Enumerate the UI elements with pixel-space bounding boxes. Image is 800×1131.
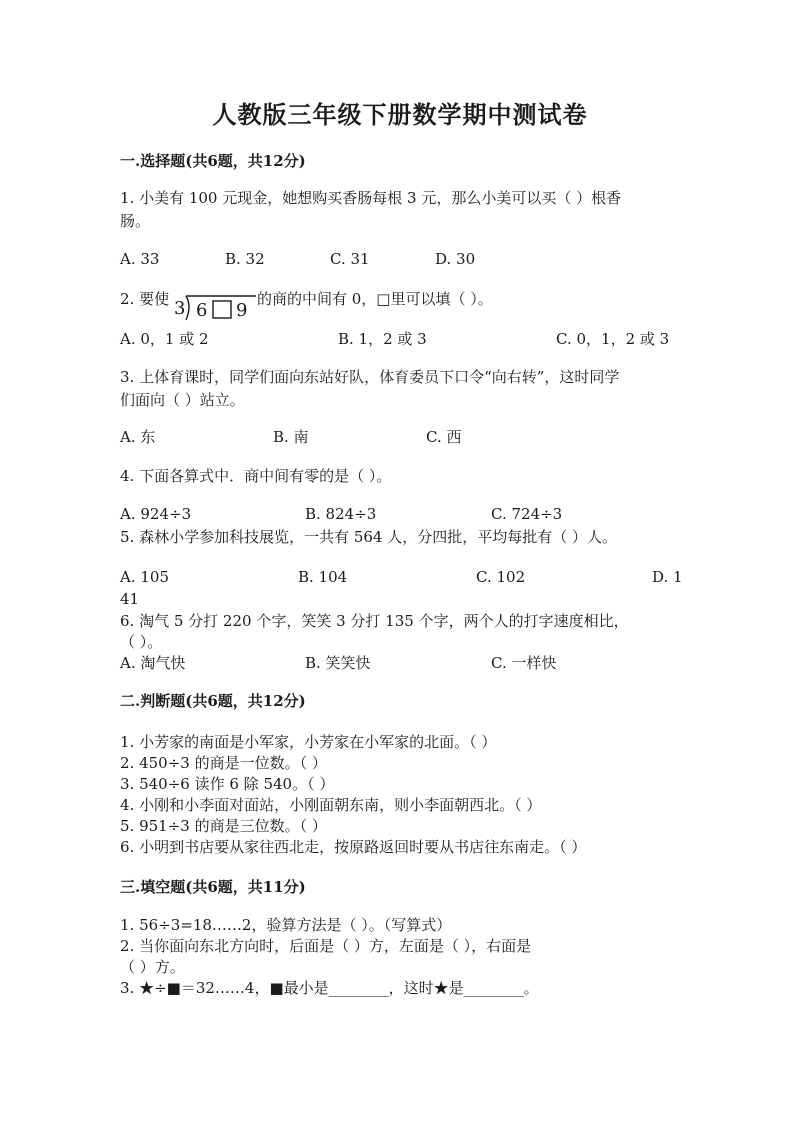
- question-3-line-2: 们面向（ ）站立。: [120, 391, 245, 409]
- fill-item-2-line-1: 2. 当你面向东北方向时，后面是（ ）方，左面是（ ），右面是: [120, 937, 532, 955]
- section-heading-choice: 一.选择题(共6题，共12分): [120, 152, 306, 170]
- q2-option-b: B. 1，2 或 3: [338, 330, 427, 348]
- question-3-line-1: 3. 上体育课时，同学们面向东站好队，体育委员下口令“向右转”，这时同学: [120, 368, 620, 386]
- blank-box: [213, 301, 231, 318]
- q6-option-a: A. 淘气快: [120, 654, 186, 672]
- question-1-line-1: 1. 小美有 100 元现金，她想购买香肠每根 3 元，那么小美可以买（ ）根香: [120, 189, 622, 207]
- section-heading-fill: 三.填空题(共6题，共11分): [120, 878, 306, 896]
- question-6-line-1: 6. 淘气 5 分打 220 个字，笑笑 3 分打 135 个字，两个人的打字速度相比，: [120, 612, 629, 630]
- question-2-suffix: 的商的中间有 0，□里可以填（ ）。: [257, 290, 493, 308]
- q5-option-d: D. 1: [652, 568, 683, 586]
- question-6-line-2: （ ）。: [120, 633, 163, 651]
- divisor-digit: 3: [174, 298, 186, 319]
- q1-option-b: B. 32: [225, 250, 265, 268]
- q6-option-b: B. 笑笑快: [305, 654, 371, 672]
- dividend-digit-3: 9: [236, 300, 248, 321]
- question-2-prefix: 2. 要使: [120, 290, 170, 308]
- q3-option-b: B. 南: [273, 428, 309, 446]
- section-heading-judge: 二.判断题(共6题，共12分): [120, 692, 306, 710]
- dividend-digit-1: 6: [196, 300, 208, 321]
- question-4-line-1: 4. 下面各算式中．商中间有零的是（ ）。: [120, 467, 392, 485]
- judge-item-6: 6. 小明到书店要从家往西北走，按原路返回时要从书店往东南走。（ ）: [120, 838, 587, 856]
- question-1-line-2: 肠。: [120, 212, 151, 230]
- q3-option-a: A. 东: [120, 428, 156, 446]
- judge-item-1: 1. 小芳家的南面是小军家，小芳家在小军家的北面。（ ）: [120, 733, 497, 751]
- long-division-figure: [172, 292, 256, 322]
- division-bracket: [186, 296, 189, 320]
- q4-option-b: B. 824÷3: [305, 505, 377, 523]
- fill-item-2-line-2: （ ）方。: [120, 958, 185, 976]
- q6-option-c: C. 一样快: [491, 654, 557, 672]
- q1-option-d: D. 30: [435, 250, 476, 268]
- question-5-line-1: 5. 森林小学参加科技展览，一共有 564 人，分四批，平均每批有（ ）人。: [120, 528, 618, 546]
- judge-item-3: 3. 540÷6 读作 6 除 540。（ ）: [120, 775, 335, 793]
- fill-item-3: 3. ★÷■＝32……4，■最小是________，这时★是________。: [120, 979, 539, 997]
- q1-option-a: A. 33: [120, 250, 160, 268]
- judge-item-5: 5. 951÷3 的商是三位数。（ ）: [120, 817, 327, 835]
- q1-option-c: C. 31: [330, 250, 370, 268]
- q2-option-c: C. 0，1，2 或 3: [556, 330, 670, 348]
- q5-option-a: A. 105: [120, 568, 169, 586]
- q3-option-c: C. 西: [426, 428, 462, 446]
- q4-option-c: C. 724÷3: [491, 505, 563, 523]
- q5-option-b: B. 104: [298, 568, 348, 586]
- q2-option-a: A. 0，1 或 2: [120, 330, 209, 348]
- judge-item-2: 2. 450÷3 的商是一位数。（ ）: [120, 754, 327, 772]
- q5-option-c: C. 102: [476, 568, 526, 586]
- judge-item-4: 4. 小刚和小李面对面站，小刚面朝东南，则小李面朝西北。（ ）: [120, 796, 542, 814]
- q5-option-d-wrap: 41: [120, 590, 140, 608]
- fill-item-1: 1. 56÷3=18……2，验算方法是（ ）。（写算式）: [120, 916, 452, 934]
- page-title: 人教版三年级下册数学期中测试卷: [212, 100, 588, 129]
- q4-option-a: A. 924÷3: [120, 505, 192, 523]
